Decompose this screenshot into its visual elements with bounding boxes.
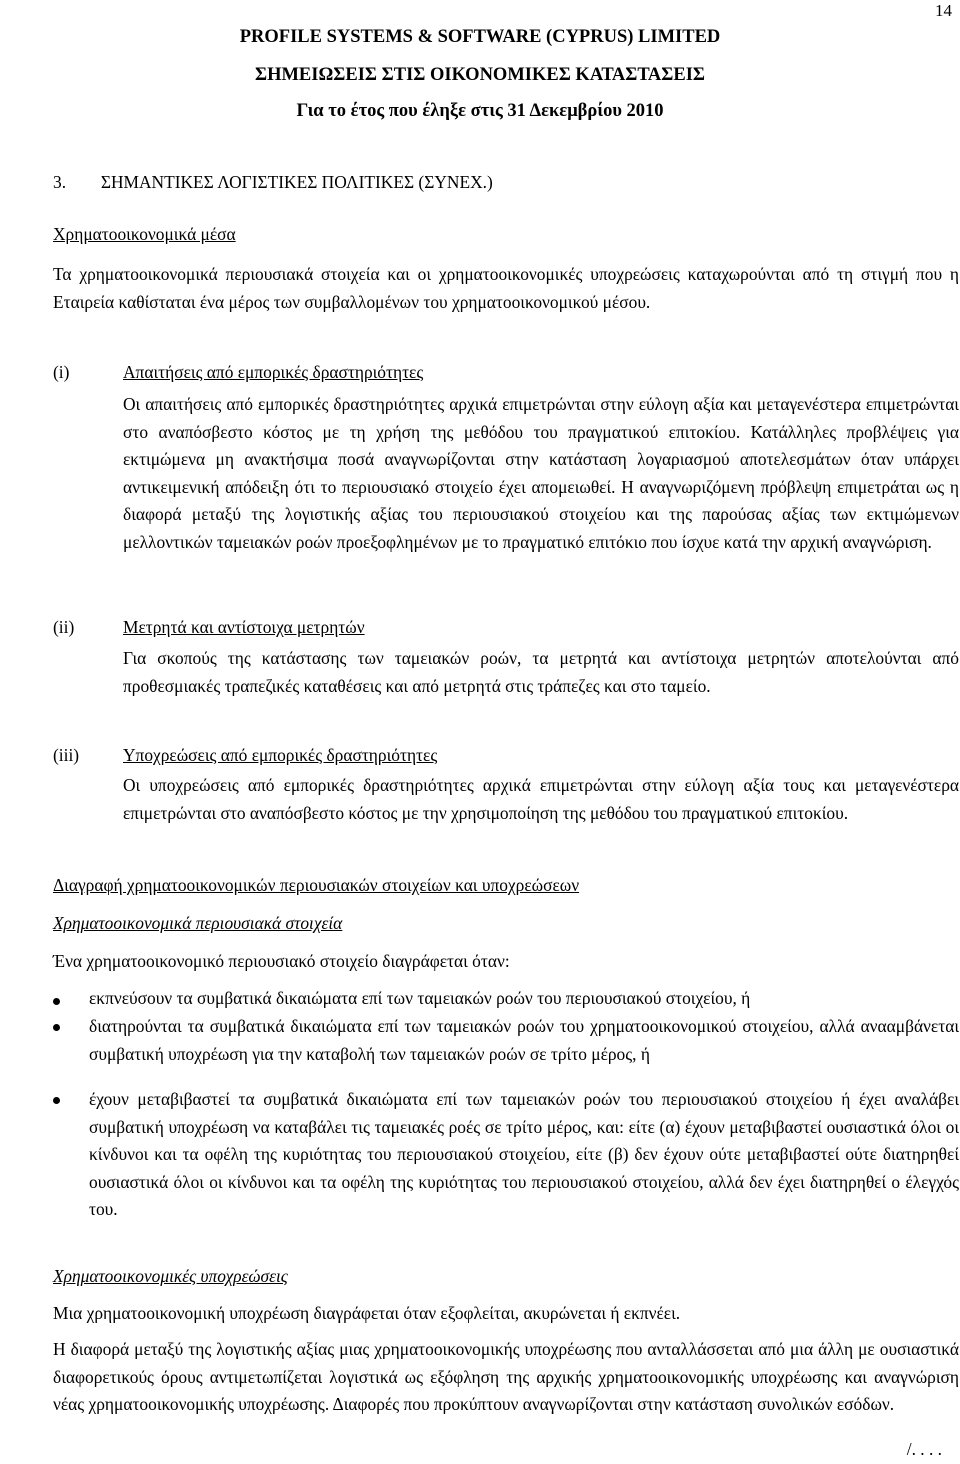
item-title: Απαιτήσεις από εμπορικές δραστηριότητες: [123, 362, 424, 382]
fin-instruments-intro: Τα χρηματοοικονομικά περιουσιακά στοιχεία και οι χρηματοοικονομικές υποχρεώσεις καταχωρούνται από τη στιγμή που η Εταιρεία καθίσταται ένα μέρος των συμβαλλομένων του χρηματοοικονομικού μέσου.: [53, 264, 959, 312]
assets-intro: Ένα χρηματοοικονομικό περιουσιακό στοιχείο διαγράφεται όταν:: [53, 951, 510, 971]
item-number: (ii): [53, 617, 75, 637]
page-number: 14: [935, 1, 952, 20]
derecognition-title: Διαγραφή χρηματοοικονομικών περιουσιακών στοιχείων και υποχρεώσεων: [53, 875, 580, 895]
item-number: (iii): [53, 745, 80, 765]
bullet-text: διατηρούνται τα συμβατικά δικαιώματα επί των ταμειακών ροών του χρηματοοικονομικού στοιχείου, αλλά ανααμβάνεται συμβατική υποχρέωση για την καταβολή των ταμειακών ροών σε τρίτο μέρος, ή: [89, 1016, 959, 1064]
item-text: Για σκοπούς της κατάστασης των ταμειακών ροών, τα μετρητά και αντίστοιχα μετρητών αποτελούνται από προθεσμιακές τραπεζικές καταθέσεις και από μετρητά στις τράπεζες και στο ταμείο.: [123, 648, 959, 696]
section-heading: 3. ΣΗΜΑΝΤΙΚΕΣ ΛΟΓΙΣΤΙΚΕΣ ΠΟΛΙΤΙΚΕΣ (ΣΥΝΕΧ.): [53, 172, 493, 192]
item-text: Οι υποχρεώσεις από εμπορικές δραστηριότητες αρχικά επιμετρώνται στην εύλογη αξία τους και μεταγενέστερα επιμετρώνται στο αναπόσβεστο κόστος με την χρησιμοποίηση της μεθόδου του πραγματικού επιτοκίου.: [123, 775, 959, 823]
bullet-dot-icon: [53, 1024, 60, 1031]
bullet-dot-icon: [53, 998, 60, 1005]
liabilities-text: Η διαφορά μεταξύ της λογιστικής αξίας μιας χρηματοοικονομικής υποχρέωσης που ανταλλάσσεται από μια άλλη με ουσιαστικά διαφορετικούς όρους αντιμετωπίζεται λογιστικά ως εξόφληση της αρχικής χρηματοοικονομικής υποχρέωσης και αναγνώριση νέας χρηματοοικονομικής υποχρέωσης. Διαφορές που προκύπτουν αναγνωρίζονται στην κατάσταση συνολικών εσόδων.: [53, 1339, 959, 1415]
item-title: Μετρητά και αντίστοιχα μετρητών: [123, 617, 365, 637]
liabilities-text: Μια χρηματοοικονομική υποχρέωση διαγράφεται όταν εξοφλείται, ακυρώνεται ή εκπνέει.: [53, 1303, 681, 1323]
company-name: PROFILE SYSTEMS & SOFTWARE (CYPRUS) LIMITED: [239, 27, 721, 47]
assets-subtitle: Χρηματοοικονομικά περιουσιακά στοιχεία: [53, 913, 343, 933]
bullet-dot-icon: [53, 1097, 60, 1104]
item-number: (i): [53, 362, 70, 382]
continuation-mark: /. . . .: [906, 1439, 942, 1459]
bullet-text: εκπνεύσουν τα συμβατικά δικαιώματα επί των ταμειακών ροών του περιουσιακού στοιχείου, ή: [89, 988, 751, 1008]
item-title: Υποχρεώσεις από εμπορικές δραστηριότητες: [123, 745, 438, 765]
item-text: Οι απαιτήσεις από εμπορικές δραστηριότητες αρχικά επιμετρώνται στην εύλογη αξία και μεταγενέστερα επιμετρώνται στο αναπόσβεστο κόστος με τη χρήση της μεθόδου του πραγματικού επιτοκίου. Κατάλληλες προβλέψεις για εκτιμώμενα μη ανακτήσιμα ποσά αναγνωρίζονται στην κατάσταση λογαριασμού αποτελεσμάτων όταν υπάρχει αντικειμενική απόδειξη ότι το περιουσιακό στοιχείο έχει απομειωθεί. Η αναγνωριζόμενη πρόβλεψη επιμετράται ως η διαφορά μεταξύ της λογιστικής αξίας του περιουσιακού στοιχείου και της παρούσας αξίας των εκτιμώμενων μελλοντικών ταμειακών ροών προεξοφλημένων με το πραγματικό επιτόκιο που ίσχυε κατά την αρχική αναγνώριση.: [123, 394, 959, 552]
liabilities-subtitle: Χρηματοοικονομικές υποχρεώσεις: [53, 1266, 288, 1286]
document-subtitle: ΣΗΜΕΙΩΣΕΙΣ ΣΤΙΣ ΟΙΚΟΝΟΜΙΚΕΣ ΚΑΤΑΣΤΑΣΕΙΣ: [254, 65, 706, 85]
reporting-period: Για το έτος που έληξε στις 31 Δεκεμβρίου 2010: [296, 101, 664, 121]
fin-instruments-title: Χρηματοοικονομικά μέσα: [53, 224, 236, 244]
bullet-text: έχουν μεταβιβαστεί τα συμβατικά δικαιώματα επί των ταμειακών ροών του περιουσιακού στοιχείου ή έχει αναλάβει συμβατική υποχρέωση να καταβάλει τις ταμειακές ροές σε τρίτο μέρος, και: είτε (α) έχουν μεταβιβαστεί ουσιαστικά όλοι οι κίνδυνοι και τα οφέλη της κυριότητας του περιουσιακού στοιχείου, είτε (β) δεν έχουν ούτε μεταβιβαστεί ούτε διατηρηθεί ουσιαστικά όλοι οι κίνδυνοι και τα οφέλη της κυριότητας του περιουσιακού στοιχείου, αλλά δεν έχει διατηρηθεί ο έλεγχός του.: [89, 1089, 959, 1220]
